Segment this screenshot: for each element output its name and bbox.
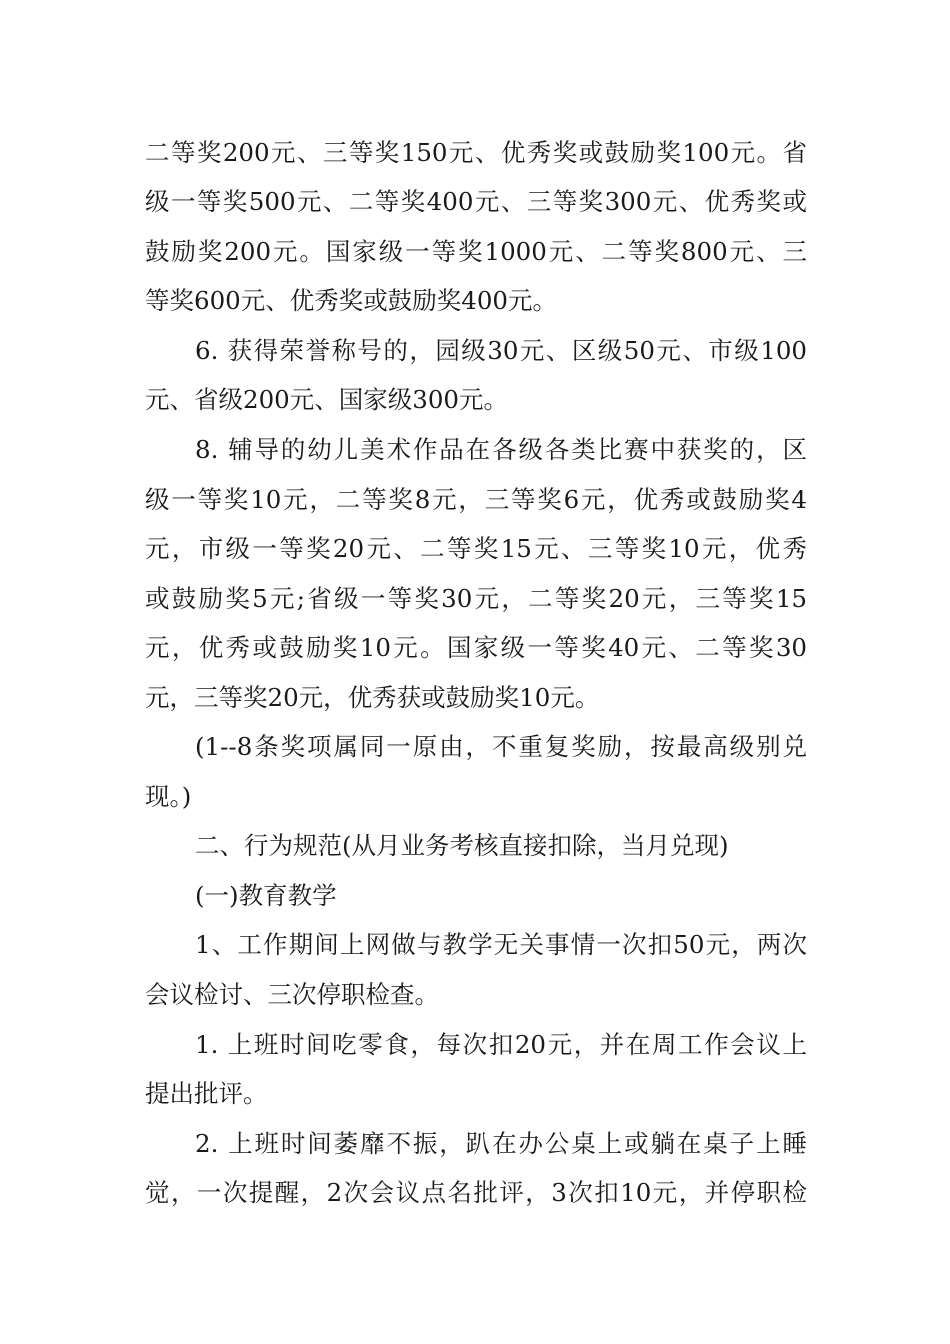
section-heading: 二、行为规范(从月业务考核直接扣除，当月兑现) <box>195 831 729 860</box>
text-line: 1、工作期间上网做与教学无关事情一次扣50元，两次 <box>195 930 807 959</box>
text-line: 元，三等奖20元，优秀获或鼓励奖10元。 <box>145 683 600 712</box>
text-line: 提出批评。 <box>145 1079 268 1108</box>
subsection-heading: (一)教育教学 <box>195 881 337 910</box>
text-line: 二等奖200元、三等奖150元、优秀奖或鼓励奖100元。省 <box>145 138 807 167</box>
text-line: 等奖600元、优秀奖或鼓励奖400元。 <box>145 286 558 315</box>
text-line: 级一等奖500元、二等奖400元、三等奖300元、优秀奖或 <box>145 187 807 216</box>
text-line: 觉，一次提醒，2次会议点名批评，3次扣10元，并停职检 <box>145 1178 807 1207</box>
text-line: 现。) <box>145 782 192 811</box>
text-line: 元，市级一等奖20元、二等奖15元、三等奖10元，优秀 <box>145 534 807 563</box>
text-line: 元，优秀或鼓励奖10元。国家级一等奖40元、二等奖30 <box>145 633 807 662</box>
text-line: 8. 辅导的幼儿美术作品在各级各类比赛中获奖的，区 <box>195 435 807 464</box>
text-line: 元、省级200元、国家级300元。 <box>145 385 509 414</box>
text-line: (1--8条奖项属同一原由，不重复奖励，按最高级别兑 <box>195 732 807 761</box>
text-line: 1. 上班时间吃零食，每次扣20元，并在周工作会议上 <box>195 1030 807 1059</box>
text-line: 会议检讨、三次停职检查。 <box>145 980 439 1009</box>
text-line: 6. 获得荣誉称号的，园级30元、区级50元、市级100 <box>195 336 807 365</box>
text-line: 鼓励奖200元。国家级一等奖1000元、二等奖800元、三 <box>145 237 807 266</box>
text-line: 级一等奖10元，二等奖8元，三等奖6元，优秀或鼓励奖4 <box>145 485 807 514</box>
text-line: 2. 上班时间萎靡不振，趴在办公桌上或躺在桌子上睡 <box>195 1129 807 1158</box>
text-line: 或鼓励奖5元;省级一等奖30元，二等奖20元，三等奖15 <box>145 584 807 613</box>
